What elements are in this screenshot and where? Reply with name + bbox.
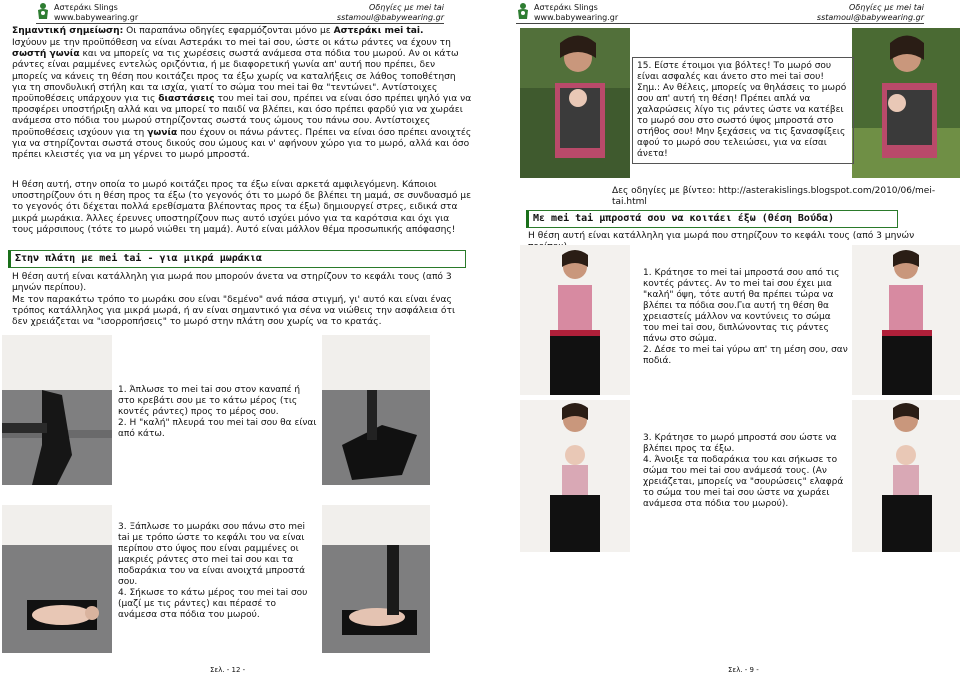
- photo-sofa-carrier-icon: [322, 335, 430, 485]
- photo-baby-on-carrier-icon: [322, 505, 430, 653]
- front-facing-steps-3-4: [643, 433, 848, 510]
- conditions-bold-angle2: γωνία: [147, 127, 178, 138]
- front-step-4: 4. Άνοιξε τα ποδαράκια του και σήκωσε το σώμα του mei tai σου ανάμεσά τους. (Αν χρειάζεται, μπορείς να "σουρώσεις" ελαφρά το σώμα του mei tai σου ώστε να χωράει ανάμεσα στα πόδια του μωρού).: [643, 455, 844, 509]
- header-rule: [516, 23, 924, 24]
- back-carry-steps-1-2: [118, 385, 318, 440]
- brand-name: Αστεράκι Slings: [534, 3, 598, 12]
- video-instructions-link[interactable]: Δες οδηγίες με βίντεο: http://asterakislings.blogspot.com/2010/06/mei-tai.html: [612, 186, 936, 207]
- step-15: 15. Είστε έτοιμοι για βόλτες! Το μωρό σου είναι ασφαλές και άνετο στο mei tai σου!: [637, 61, 832, 82]
- baby-sling-logo-icon: [36, 2, 50, 20]
- photo-mother-garden-icon: [520, 28, 630, 178]
- page-header: [516, 2, 924, 24]
- header-rule: [36, 23, 444, 24]
- front-step-photo-2: [852, 245, 960, 395]
- front-step-photo-1: [520, 245, 630, 395]
- doc-title: Οδηγίες με mei tai: [369, 3, 444, 12]
- front-step-2: 2. Δέσε το mei tai γύρω απ' τη μέση σου, σαν ποδιά.: [643, 345, 848, 366]
- step-4: 4. Σήκωσε το κάτω μέρος του mei tai σου (μαζί με τις ράντες) και πέρασέ το ανάμεσα στα πόδια του μωρού.: [118, 588, 308, 620]
- conditions-bold-angle: σωστή γωνία: [12, 49, 80, 60]
- page-header: [36, 2, 444, 24]
- conditions-text-d: που έχουν οι πάνω ράντες. Πρέπει να είναι όσο πρέπει ανοιχτές για να στηρίζονται σωστά στους δικούς σου ώμους και ν' αφήνουν χώρο για το μωρό, αλλά και όσο πρέπει κλειστές για να μη γέρνει το μωρό μπροστά.: [12, 127, 472, 161]
- note-label: Σημαντική σημείωση:: [12, 26, 124, 36]
- right-page: [480, 0, 960, 678]
- contact-email[interactable]: sstamoul@babywearing.gr: [816, 13, 924, 22]
- important-note: [12, 26, 472, 37]
- front-facing-intro: Η θέση αυτή είναι κατάλληλη για μωρά που στηρίζουν το κεφάλι τους (από 3 μηνών: [528, 231, 915, 241]
- page-number: Σελ. - 12 -: [210, 666, 246, 674]
- photo-mother-holding-baby-icon: [520, 400, 630, 552]
- doc-title: Οδηγίες με mei tai: [849, 3, 924, 12]
- step-photo-1: [2, 335, 112, 485]
- note-bold-end: Αστεράκι mei tai.: [333, 26, 424, 36]
- finished-photo-1: [520, 28, 630, 178]
- conditions-text-b: και να μπορείς να τις χωρέσεις σωστά ανάμεσα στα πόδια του μωρού. Αν οι κάτω ράντες είναι ραμμένες εντελώς οριζόντια, ή με διαφορετική γωνία απ' αυτή που πρέπει, δεν μπορείς να κάνεις τη θέση που κοιτάζει προς τα έξω χωρίς να καταλήξεις σε λάθος τοποθέτηση για τη σπονδυλική στήλη και τα ισχία, γιατί το σώμα του mei tai θα "τεντώνει". Αντίστοιχες προϋποθέσεις υπάρχουν για τις: [12, 49, 459, 105]
- section-banner-back-carry: Στην πλάτη με mei tai - για μικρά μωράκια: [8, 250, 466, 268]
- front-step-3: 3. Κράτησε το μωρό μπροστά σου ώστε να βλέπει προς τα έξω.: [643, 433, 837, 454]
- contact-email[interactable]: sstamoul@babywearing.gr: [336, 13, 444, 22]
- note-text: Οι παραπάνω οδηγίες εφαρμόζονται μόνο με: [123, 26, 334, 36]
- conditions-text-c: του mei tai σου, πρέπει να είναι όσο πρέπει ψηλό για να προσφέρει υποστήριξη αλλά και να μπορεί το παιδί να βλέπει, και όσο πρέπει φαρδύ για να χωράει ανάμεσα στο πόδια του μωρού στηρίζοντας σωστά τους ώμους του πάνω σου. Αντίστοιχες προϋποθέσεις ισχύουν για τη: [12, 94, 472, 138]
- baby-sling-logo-icon: [516, 2, 530, 20]
- conditions-paragraph: [12, 38, 472, 161]
- back-carry-steps-3-4: [118, 522, 318, 621]
- step-3: 3. Ξάπλωσε το μωράκι σου πάνω στο mei tai με τρόπο ώστε το κεφάλι του να είναι περίπου στο ύψος που είναι ραμμένες οι μακριές ράντες στο mei tai σου και τα ποδαράκια του να είναι ανοιχτά μπροστά σου.: [118, 522, 306, 587]
- front-step-photo-4: [852, 400, 960, 552]
- front-step-photo-3: [520, 400, 630, 552]
- photo-sofa-carrier-icon: [2, 335, 112, 485]
- brand-url[interactable]: www.babywearing.gr: [534, 13, 619, 22]
- back-carry-description: Με τον παρακάτω τρόπο το μωράκι σου είναι "δεμένο" ανά πάσα στιγμή, γι' αυτό και είναι ένας τρόπος κατάλληλος για μικρά μωρά, ή αν είναι σημαντικό για σένα να νιώθεις την ασφάλεια ότι δεν χρειάζεται να "ισορροπήσεις" το μωρό στην πλάτη σου χωρίς να το κρατάς.: [12, 295, 456, 328]
- step-2: 2. Η "καλή" πλευρά του mei tai σου θα είναι από κάτω.: [118, 418, 317, 439]
- nursing-note: Σημ.: Αν θέλεις, μπορείς να θηλάσεις το μωρό σου απ' αυτή τη θέση! Πρέπει απλά να χαλαρώσεις λίγο τις ράντες ώστε να κατέβει το μωρό σου στο σωστό ύψος μπροστά στο στήθος σου! Μην ξεχάσεις να τις ξανασφίξεις αφού το μωρό σου τελειώσει, για να είσαι άνετα!: [637, 83, 847, 159]
- step-15-note-box: [632, 57, 854, 164]
- section-banner-front-facing: Με mei tai μπροστά σου να κοιτάει έξω (θέση Βούδα): [526, 210, 898, 228]
- brand-name: Αστεράκι Slings: [54, 3, 118, 12]
- photo-mother-apron-icon: [520, 245, 630, 395]
- front-facing-steps-1-2: [643, 268, 848, 367]
- finished-photo-2: [852, 28, 960, 178]
- page-number: Σελ. - 9 -: [728, 666, 759, 674]
- step-photo-4: [322, 505, 430, 653]
- photo-baby-on-carrier-icon: [2, 505, 112, 653]
- position-debate-paragraph: Η θέση αυτή, στην οποία το μωρό κοιτάζει προς τα έξω είναι αρκετά αμφιλεγόμενη. Κάποιοι υποστηρίζουν ότι η θέση προς τα έξω (το γεγονός ότι το μωρό δε βλέπει τη μαμά, σε συνδυασμό με το γεγονός ότι δέχεται πολλά ερεθίσματα βλέποντας προς τα έξω) δημιουργεί στρες, ειδικά στα μικρά μωράκια. Άλλες έρευνες υποστηρίζουν πως αυτό ισχύει μόνο για τα καρότσια και όχι για τους μάρσιπους (τότε το μωρό νιώθει τη μαμά). Αυτό είναι μάλλον θέμα προσωπικής απόφασης!: [12, 180, 471, 235]
- photo-mother-holding-baby-icon: [852, 400, 960, 552]
- front-step-1: 1. Κράτησε το mei tai μπροστά σου από τις κοντές ράντες. Αν το mei tai σου έχει μια "καλή" όψη, τότε αυτή θα πρέπει τώρα να βλέπει τα πόδια σου.Για αυτή τη θέση θα χρειαστείς μάλλον να κοντύνεις το σώμα του mei tai σου, διπλώνοντας τις ράντες πάνω στο σώμα.: [643, 268, 840, 344]
- brand-url[interactable]: www.babywearing.gr: [54, 13, 139, 22]
- photo-mother-nursing-icon: [852, 28, 960, 178]
- conditions-bold-dimensions: διαστάσεις: [158, 94, 215, 105]
- photo-mother-apron-icon: [852, 245, 960, 395]
- step-photo-2: [322, 335, 430, 485]
- back-carry-intro: Η θέση αυτή είναι κατάλληλη για μωρά που μπορούν άνετα να στηρίζουν το κεφάλι τους (από 3 μηνών περίπου).: [12, 272, 452, 294]
- step-1: 1. Άπλωσε το mei tai σου στον καναπέ ή στο κρεβάτι σου με το κάτω μέρος (τις κοντές ράντες) προς το μέρος σου.: [118, 385, 301, 417]
- step-photo-3: [2, 505, 112, 653]
- conditions-text-a: Ισχύουν με την προϋπόθεση να είναι Αστεράκι το mei tai σου, ώστε οι κάτω ράντες να έχουν τη: [12, 38, 451, 48]
